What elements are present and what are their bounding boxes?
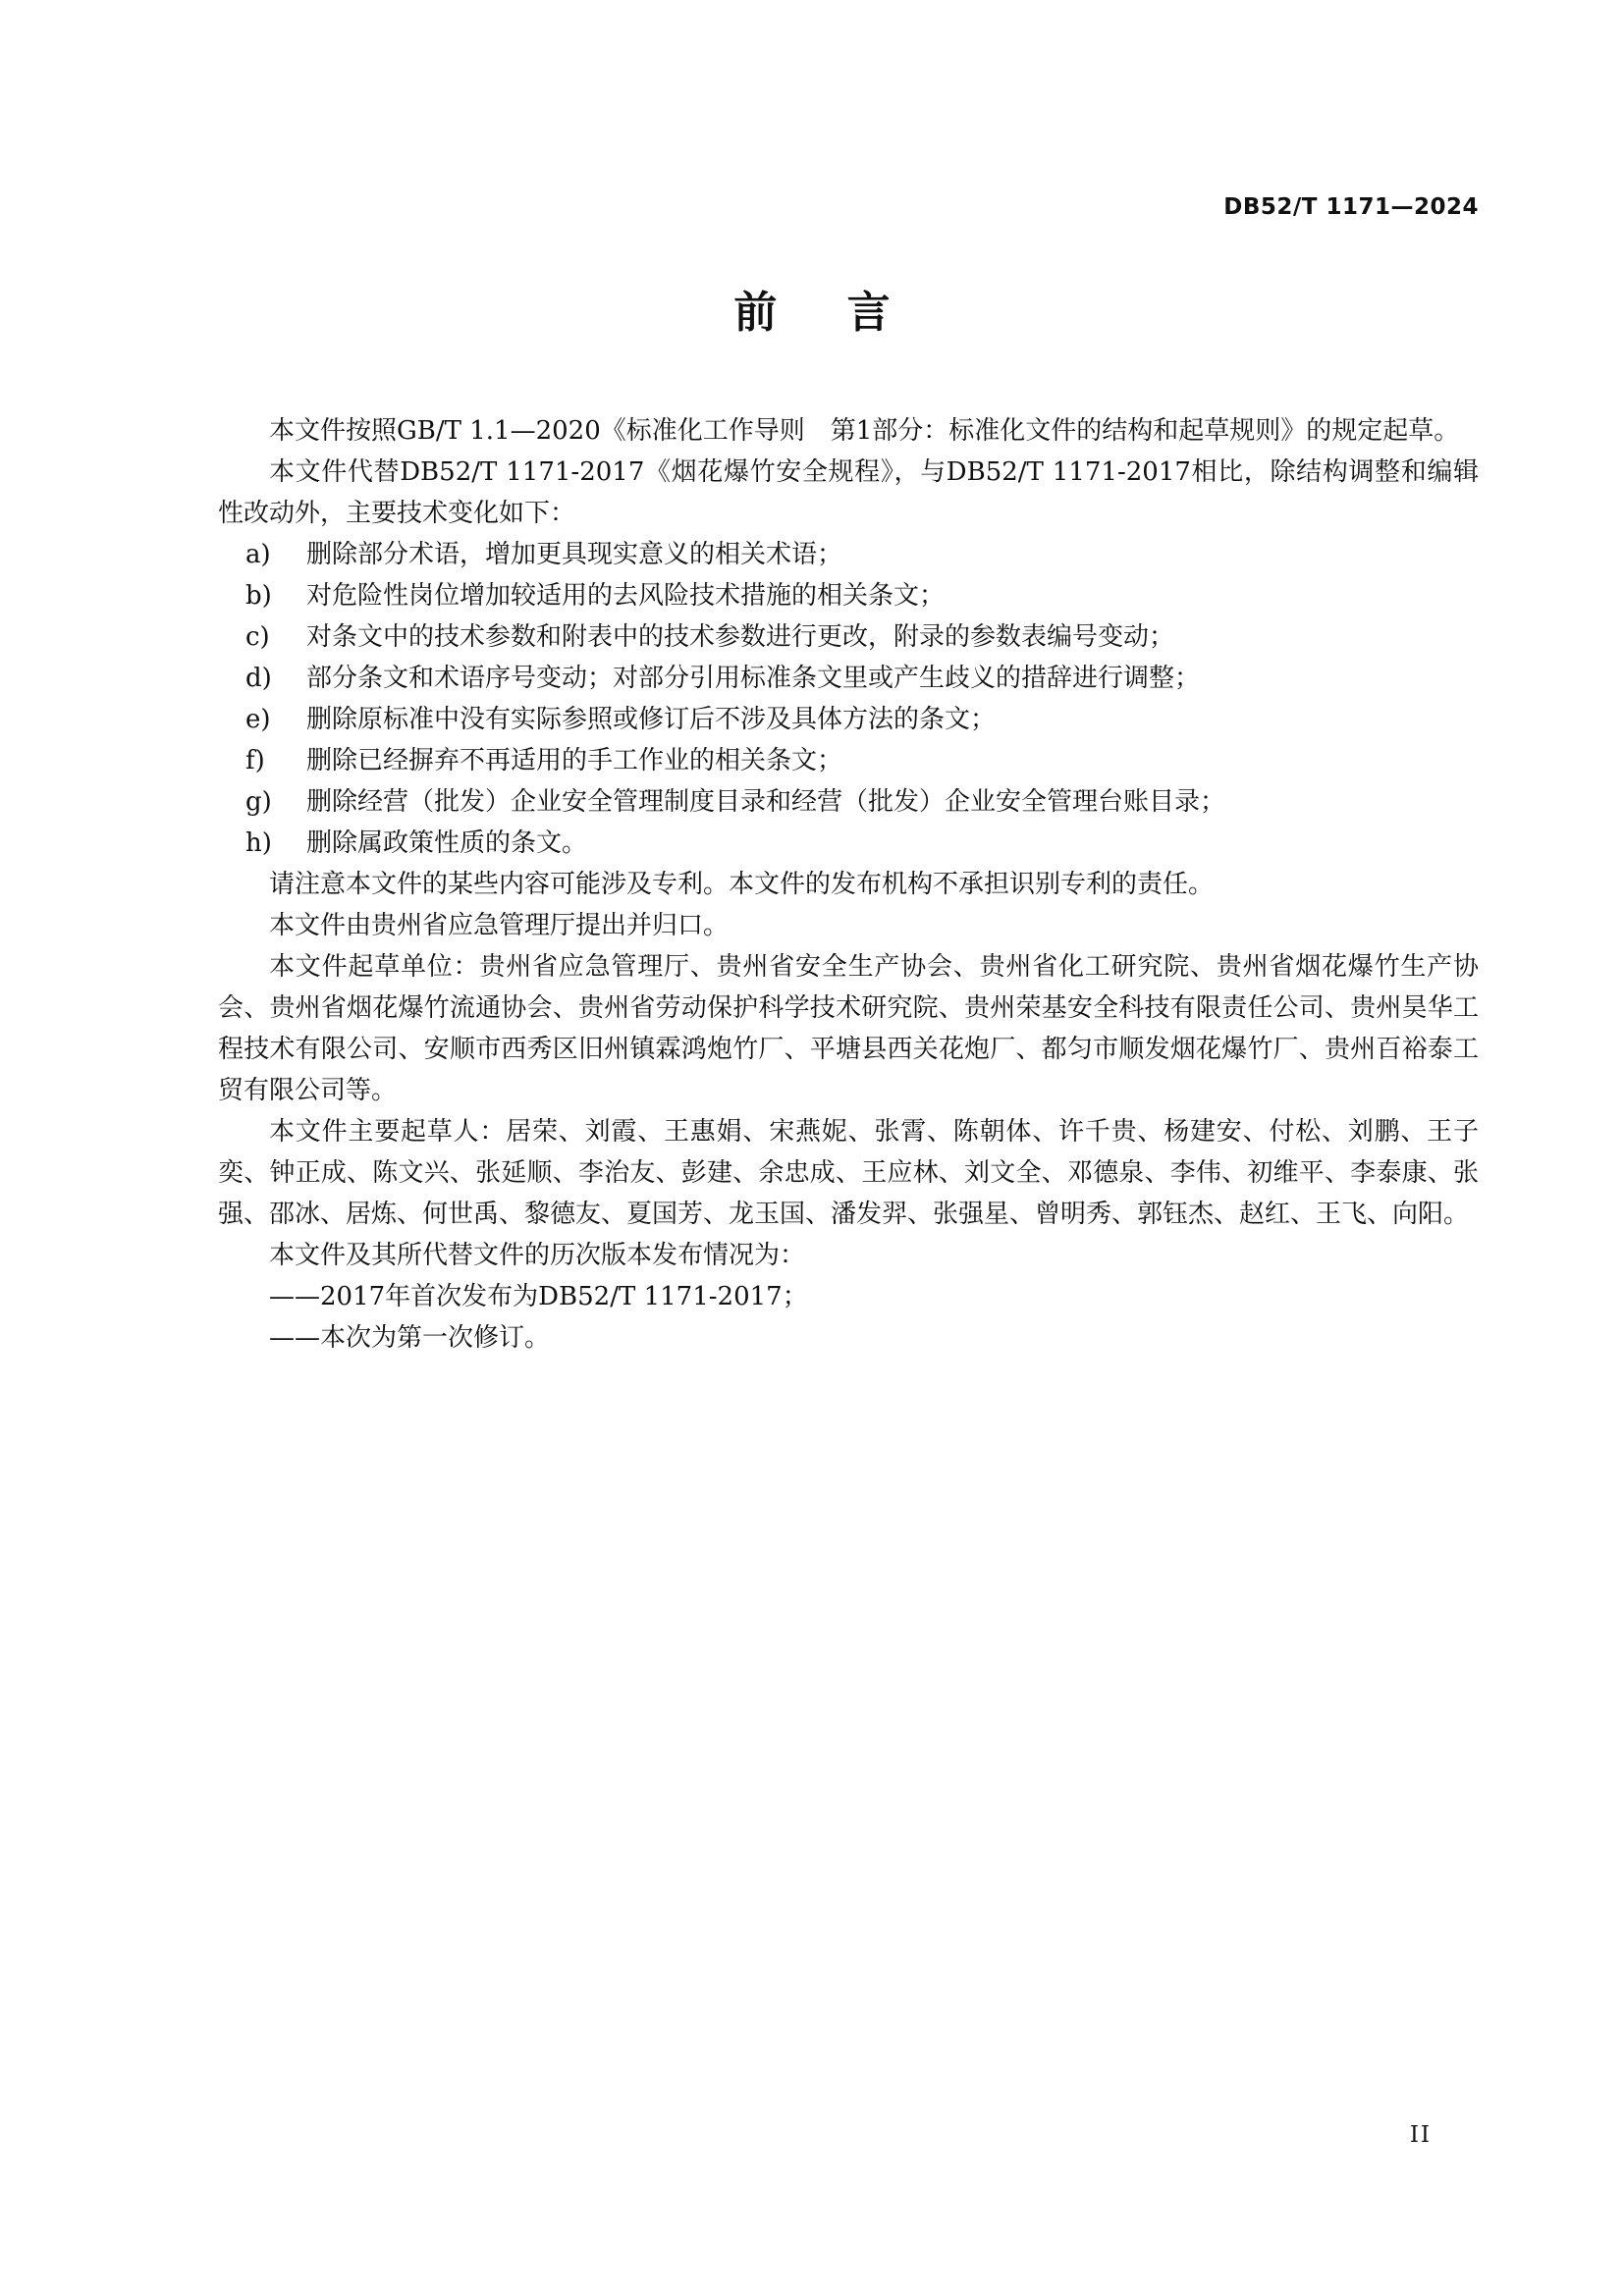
list-item-text: 部分条文和术语序号变动；对部分引用标准条文里或产生歧义的措辞进行调整； <box>306 664 1201 693</box>
paragraph-proposer: 本文件由贵州省应急管理厅提出并归口。 <box>269 911 730 940</box>
paragraph-patent-notice: 请注意本文件的某些内容可能涉及专利。本文件的发布机构不承担识别专利的责任。 <box>269 870 1215 899</box>
changes-list <box>218 534 1479 864</box>
list-item <box>218 616 1479 658</box>
page-title: 前 言 <box>733 288 891 338</box>
list-item <box>218 781 1479 823</box>
list-marker: c) <box>245 622 270 652</box>
list-item-text: 删除原标准中没有实际参照或修订后不涉及具体方法的条文； <box>306 705 997 734</box>
list-item <box>218 658 1479 699</box>
version-history-item: ——2017年首次发布为DB52/T 1171-2017； <box>269 1282 808 1311</box>
list-item <box>218 740 1479 781</box>
list-item-text: 对危险性岗位增加较适用的去风险技术措施的相关条文； <box>306 581 946 611</box>
list-item <box>218 823 1479 864</box>
document-code: DB52/T 1171—2024 <box>1223 194 1479 220</box>
list-item-text: 删除属政策性质的条文。 <box>306 828 588 858</box>
version-history-item: ——本次为第一次修订。 <box>269 1323 551 1353</box>
list-item-text: 删除部分术语，增加更具现实意义的相关术语； <box>306 540 843 569</box>
list-item-text: 删除经营（批发）企业安全管理制度目录和经营（批发）企业安全管理台账目录； <box>306 787 1226 817</box>
list-marker: e) <box>245 705 271 734</box>
list-marker: f) <box>245 746 265 775</box>
document-body <box>218 410 1479 1359</box>
paragraph-drafters: 本文件主要起草人：居荣、刘霞、王惠娟、宋燕妮、张霄、陈朝体、许千贵、杨建安、付松、刘鹏、王子奕、钟正成、陈文兴、张延顺、李治友、彭建、余忠成、王应林、刘文全、邓德泉、李伟、初维平、李泰康、张强、邵冰、居炼、何世禹、黎德友、夏国芳、龙玉国、潘发羿、张强星、曾明秀、郭钰杰、赵红、王飞、向阳。 <box>218 1117 1479 1229</box>
list-marker: h) <box>245 828 272 858</box>
list-marker: d) <box>245 664 272 693</box>
list-item <box>218 575 1479 616</box>
page-number: II <box>1409 2122 1432 2148</box>
list-item <box>218 699 1479 740</box>
list-item <box>218 534 1479 575</box>
list-item-text: 对条文中的技术参数和附表中的技术参数进行更改，附录的参数表编号变动； <box>306 622 1175 652</box>
list-marker: b) <box>245 581 272 611</box>
paragraph-drafting-basis: 本文件按照GB/T 1.1—2020《标准化工作导则 第1部分：标准化文件的结构和起草规则》的规定起草。 <box>269 416 1460 446</box>
paragraph-version-history-intro: 本文件及其所代替文件的历次版本发布情况为： <box>269 1241 806 1270</box>
list-marker: g) <box>245 787 272 817</box>
paragraph-drafting-units: 本文件起草单位：贵州省应急管理厅、贵州省安全生产协会、贵州省化工研究院、贵州省烟花爆竹生产协会、贵州省烟花爆竹流通协会、贵州省劳动保护科学技术研究院、贵州荣基安全科技有限责任公司、贵州昊华工程技术有限公司、安顺市西秀区旧州镇霖鸿炮竹厂、平塘县西关花炮厂、都匀市顺发烟花爆竹厂、贵州百裕泰工贸有限公司等。 <box>218 952 1479 1105</box>
list-marker: a) <box>245 540 271 569</box>
paragraph-replacement-statement: 本文件代替DB52/T 1171-2017《烟花爆竹安全规程》，与DB52/T 1171-2017相比，除结构调整和编辑性改动外，主要技术变化如下： <box>218 457 1479 528</box>
list-item-text: 删除已经摒弃不再适用的手工作业的相关条文； <box>306 746 843 775</box>
